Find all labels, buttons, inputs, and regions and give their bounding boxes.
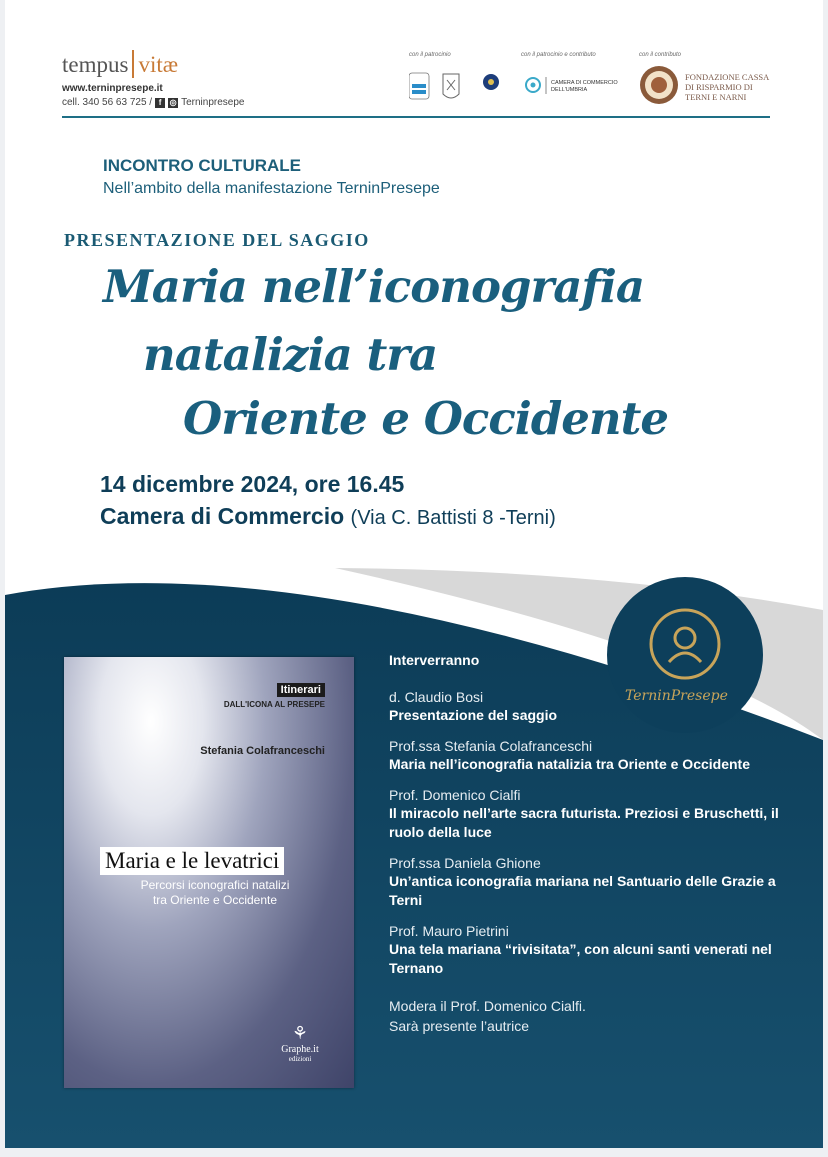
speaker-name: d. Claudio Bosi [389,689,484,705]
patronage-label: con il patrocinio [409,52,451,58]
facebook-icon[interactable]: f [155,98,165,108]
book-subtitle-line-1: Percorsi iconografici natalizi [140,878,290,892]
instagram-icon[interactable]: ◎ [169,97,177,107]
speaker-topic: Un’antica iconografia mariana nel Santuario delle Grazie a Terni [389,873,776,908]
chamber-icon [526,78,540,92]
contribution-label: con il contributo [639,52,682,58]
title-line-2: natalizia tra [143,328,438,381]
speaker-name: Prof. Mauro Pietrini [389,923,509,939]
venue-name: Camera di Commercio [100,503,345,529]
title-line-1: Maria nell’iconografia [103,260,644,313]
brand-left: tempus [62,52,129,77]
tempus-vitae-logo [62,50,178,78]
speaker-name: Prof.ssa Daniela Ghione [389,855,541,871]
title-line-3: Oriente e Occidente [183,392,669,445]
moderator-note [389,996,789,1036]
event-kicker: INCONTRO CULTURALE [103,156,301,175]
social-handle: Terninpresepe [181,97,245,108]
speakers-heading: Interverranno [389,652,480,668]
contact-line [62,97,244,108]
event-poster [5,0,823,1148]
event-context: Nell’ambito della manifestazione TerninPresepe [103,180,440,197]
foundation-name: FONDAZIONE CASSA DI RISPARMIO DI TERNI E NARNI [685,72,769,102]
griffin-crest-icon [443,74,459,98]
header-divider [62,116,770,118]
book-subtitle-line-2: tra Oriente e Occidente [152,893,278,907]
book-title: Maria e le levatrici [100,847,284,875]
book-subtitle [100,878,330,908]
terni-crest-icon [409,73,429,99]
speakers-list [389,652,789,1036]
terninpresepe-logo-text: TerninPresepe [625,688,728,704]
patron-logos [409,70,509,106]
speaker-topic: Una tela mariana “rivisitata”, con alcuni santi venerati nel Ternano [389,941,772,976]
foundation-seal-icon [639,64,683,108]
venue-address: (Via C. Battisti 8 -Terni) [350,507,556,529]
website-link[interactable]: www.terninpresepe.it [62,83,163,94]
event-venue [100,503,556,530]
author-presence-line: Sarà presente l’autrice [389,1018,530,1034]
series-block [224,680,325,709]
publisher-logo [260,1023,340,1063]
speaker-name: Prof. Domenico Cialfi [389,787,521,803]
speaker-topic: Il miracolo nell’arte sacra futurista. Preziosi e Bruschetti, il ruolo della luce [389,805,779,840]
series-name: Itinerari [277,683,325,697]
chamber-name: CAMERA DI COMMERCIO DELL'UMBRIA [551,80,618,93]
presentation-label: PRESENTAZIONE DEL SAGGIO [64,230,370,250]
speaker-topic: Maria nell’iconografia natalizia tra Oriente e Occidente [389,756,750,772]
book-author: Stefania Colafranceschi [200,745,325,757]
book-cover [64,657,354,1088]
diocese-crest-icon [483,74,499,90]
speaker-topic: Presentazione del saggio [389,707,558,723]
brand-right: vitæ [138,52,179,77]
event-date: 14 dicembre 2024, ore 16.45 [100,471,405,497]
moderator-line: Modera il Prof. Domenico Cialfi. [389,998,586,1014]
publisher-figure-icon: ⚘ [291,1023,309,1043]
speaker-name: Prof.ssa Stefania Colafranceschi [389,738,593,754]
series-subtitle: DALL'ICONA AL PRESEPE [223,700,325,709]
publisher-subtitle: edizioni [288,1055,312,1063]
phone-number: cell. 340 56 63 725 / [62,97,153,108]
publisher-name: Graphe.it [281,1044,319,1055]
patronage-contribution-label: con il patrocinio e contributo [521,52,596,58]
